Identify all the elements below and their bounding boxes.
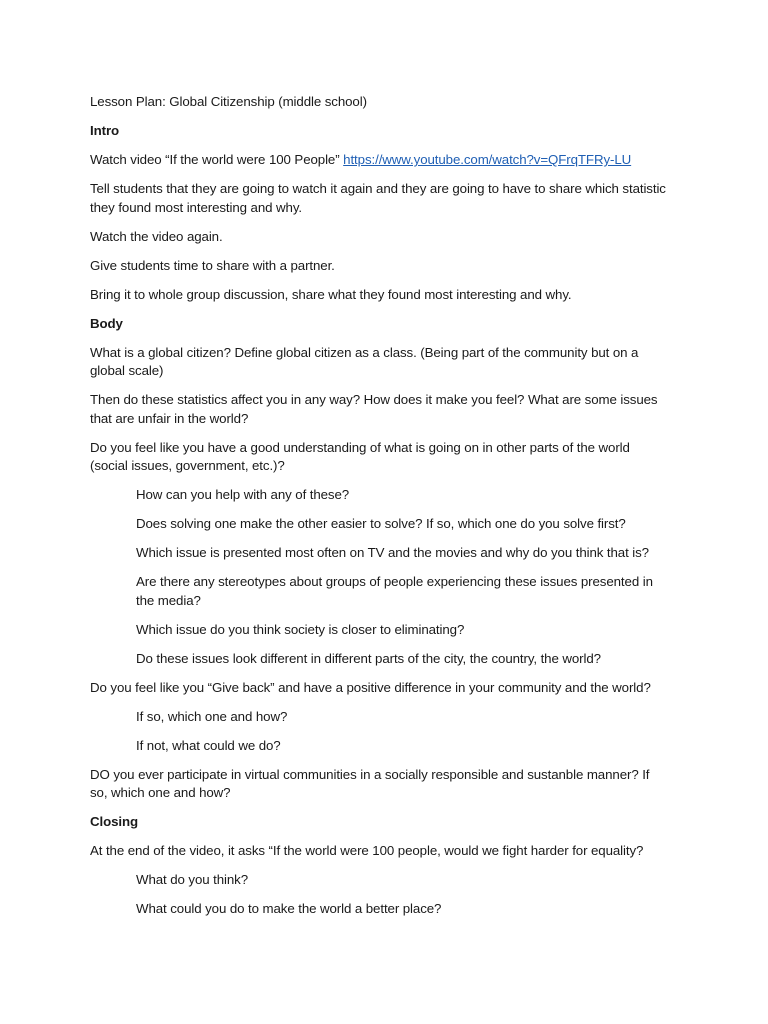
watch-video-paragraph — [90, 151, 668, 170]
tell-students-paragraph: Tell students that they are going to watch it again and they are going to have to share which statistic they found most interesting and why. — [90, 181, 666, 215]
sub-question: How can you help with any of these? — [136, 487, 350, 502]
intro-heading: Intro — [90, 123, 120, 138]
statistics-affect-paragraph: Then do these statistics affect you in any way? How does it make you feel? What are some issues that are unfair in the world? — [90, 392, 658, 426]
closing-sub-question: What do you think? — [136, 872, 249, 887]
sub-question: Does solving one make the other easier to solve? If so, which one do you solve first? — [136, 516, 626, 531]
end-of-video-paragraph: At the end of the video, it asks “If the world were 100 people, would we fight harder for equality? — [90, 843, 644, 858]
sub-question: Do these issues look different in different parts of the city, the country, the world? — [136, 650, 601, 666]
body-heading: Body — [90, 315, 123, 331]
give-time-paragraph: Give students time to share with a partner. — [90, 257, 335, 273]
video-link[interactable]: https://www.youtube.com/watch?v=QFrqTFRy-LU — [343, 152, 632, 167]
sub-question: Are there any stereotypes about groups of people experiencing these issues presented in the media? — [136, 574, 653, 608]
what-is-global-citizen-paragraph: What is a global citizen? Define global citizen as a class. (Being part of the community but on a global scale) — [90, 344, 639, 378]
closing-sub-question: What could you do to make the world a better place? — [136, 901, 442, 916]
give-back-sub-question: If not, what could we do? — [136, 737, 281, 753]
virtual-communities-paragraph: DO you ever participate in virtual communities in a socially responsible and sustanble manner? If so, which one and how? — [90, 766, 650, 800]
closing-heading: Closing — [90, 814, 139, 829]
good-understanding-paragraph: Do you feel like you have a good understanding of what is going on in other parts of the world (social issues, government, etc.)? — [90, 439, 630, 473]
give-back-sub-question: If so, which one and how? — [136, 708, 288, 724]
give-back-paragraph: Do you feel like you “Give back” and have a positive difference in your community and the world? — [90, 679, 651, 695]
watch-again-paragraph: Watch the video again. — [90, 228, 223, 244]
sub-question: Which issue is presented most often on TV and the movies and why do you think that is? — [136, 545, 649, 560]
sub-question: Which issue do you think society is closer to eliminating? — [136, 621, 465, 637]
document-title: Lesson Plan: Global Citizenship (middle school) — [90, 94, 367, 109]
whole-group-paragraph: Bring it to whole group discussion, share what they found most interesting and why. — [90, 286, 572, 302]
watch-video-text: Watch video “If the world were 100 People” — [90, 152, 340, 167]
